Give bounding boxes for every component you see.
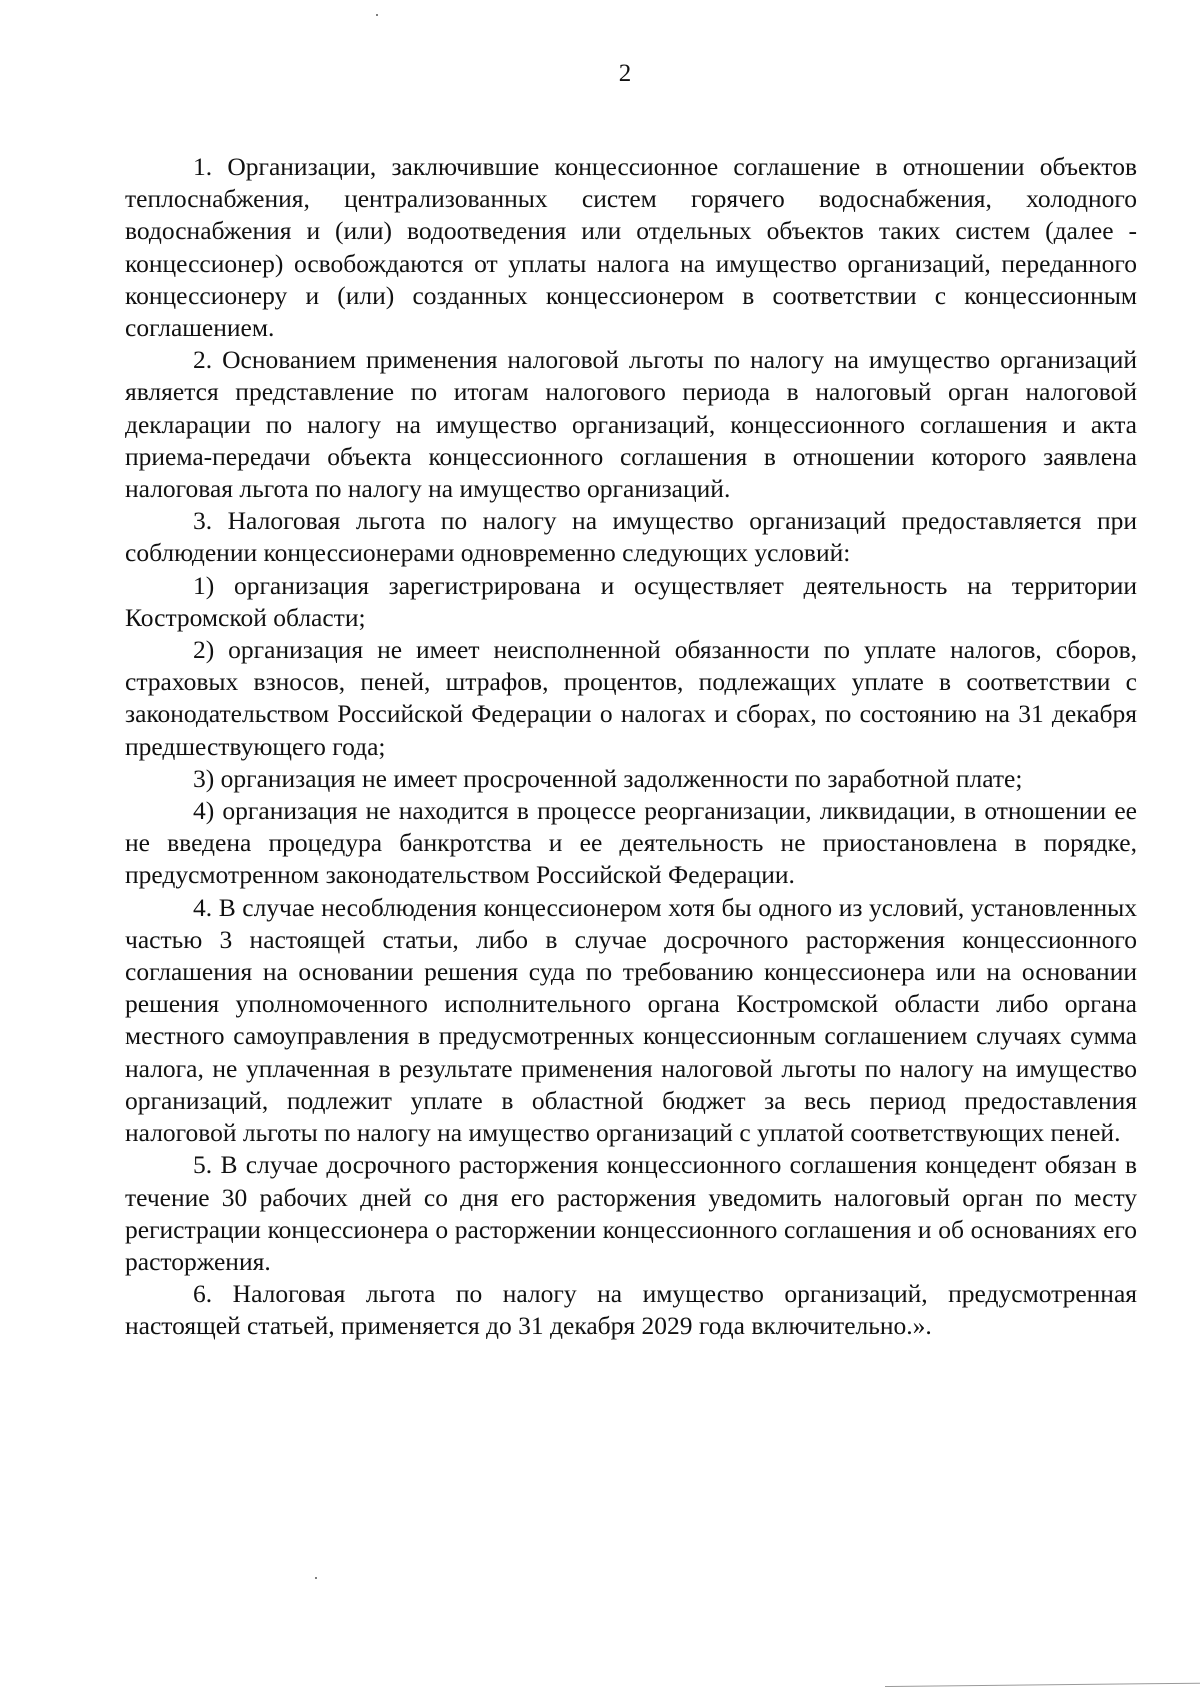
condition-1: 1) организация зарегистрирована и осуществляет деятельность на территории Костромской области; bbox=[125, 570, 1137, 632]
scan-speck bbox=[376, 14, 378, 16]
paragraph-1: 1. Организации, заключившие концессионное соглашение в отношении объектов теплоснабжения, централизованных систем горячего водоснабжения, холодного водоснабжения и (или) водоотведения или отдельных объектов таких систем (далее - концессионер) освобождаются от уплаты налога на имущество организаций, переданного концессионеру и (или) созданных концессионером в соответствии с концессионным соглашением. bbox=[125, 152, 1137, 343]
paragraph-6: 6. Налоговая льгота по налогу на имущество организаций, предусмотренная настоящей статьей, применяется до 31 декабря 2029 года включительно.». bbox=[125, 1279, 1137, 1341]
paragraph-3: 3. Налоговая льгота по налогу на имущество организаций предоставляется при соблюдении концессионерами одновременно следующих условий: bbox=[125, 506, 1137, 568]
document-body bbox=[125, 151, 1137, 1343]
paragraph-4: 4. В случае несоблюдения концессионером хотя бы одного из условий, установленных частью 3 настоящей статьи, либо в случае досрочного расторжения концессионного соглашения на основании решения суда по требованию концессионера или на основании решения уполномоченного исполнительного органа Костромской области либо органа местного самоуправления в предусмотренных концессионным соглашением случаях сумма налога, не уплаченная в результате применения налоговой льготы по налогу на имущество организаций, подлежит уплате в областной бюджет за весь период предоставления налоговой льготы по налогу на имущество организаций с уплатой соответствующих пеней. bbox=[125, 892, 1137, 1148]
page-number: 2 bbox=[618, 60, 632, 87]
condition-3: 3) организация не имеет просроченной задолженности по заработной плате; bbox=[193, 763, 1023, 793]
scan-speck bbox=[315, 1577, 317, 1579]
condition-4: 4) организация не находится в процессе реорганизации, ликвидации, в отношении ее не введена процедура банкротства и ее деятельность не приостановлена в порядке, предусмотренном законодательством Российской Федерации. bbox=[125, 796, 1137, 890]
condition-2: 2) организация не имеет неисполненной обязанности по уплате налогов, сборов, страховых взносов, пеней, штрафов, процентов, подлежащих уплате в соответствии с законодательством Российской Федерации о налогах и сборах, по состоянию на 31 декабря предшествующего года; bbox=[125, 635, 1137, 761]
scan-edge-line bbox=[885, 1683, 1200, 1687]
paragraph-2: 2. Основанием применения налоговой льготы по налогу на имущество организаций является представление по итогам налогового периода в налоговый орган налоговой декларации по налогу на имущество организаций, концессионного соглашения и акта приема-передачи объекта концессионного соглашения в отношении которого заявлена налоговая льгота по налогу на имущество организаций. bbox=[125, 345, 1137, 504]
paragraph-5: 5. В случае досрочного расторжения концессионного соглашения концедент обязан в течение 30 рабочих дней со дня его расторжения уведомить налоговый орган по месту регистрации концессионера о расторжении концессионного соглашения и об основаниях его расторжения. bbox=[125, 1150, 1137, 1276]
